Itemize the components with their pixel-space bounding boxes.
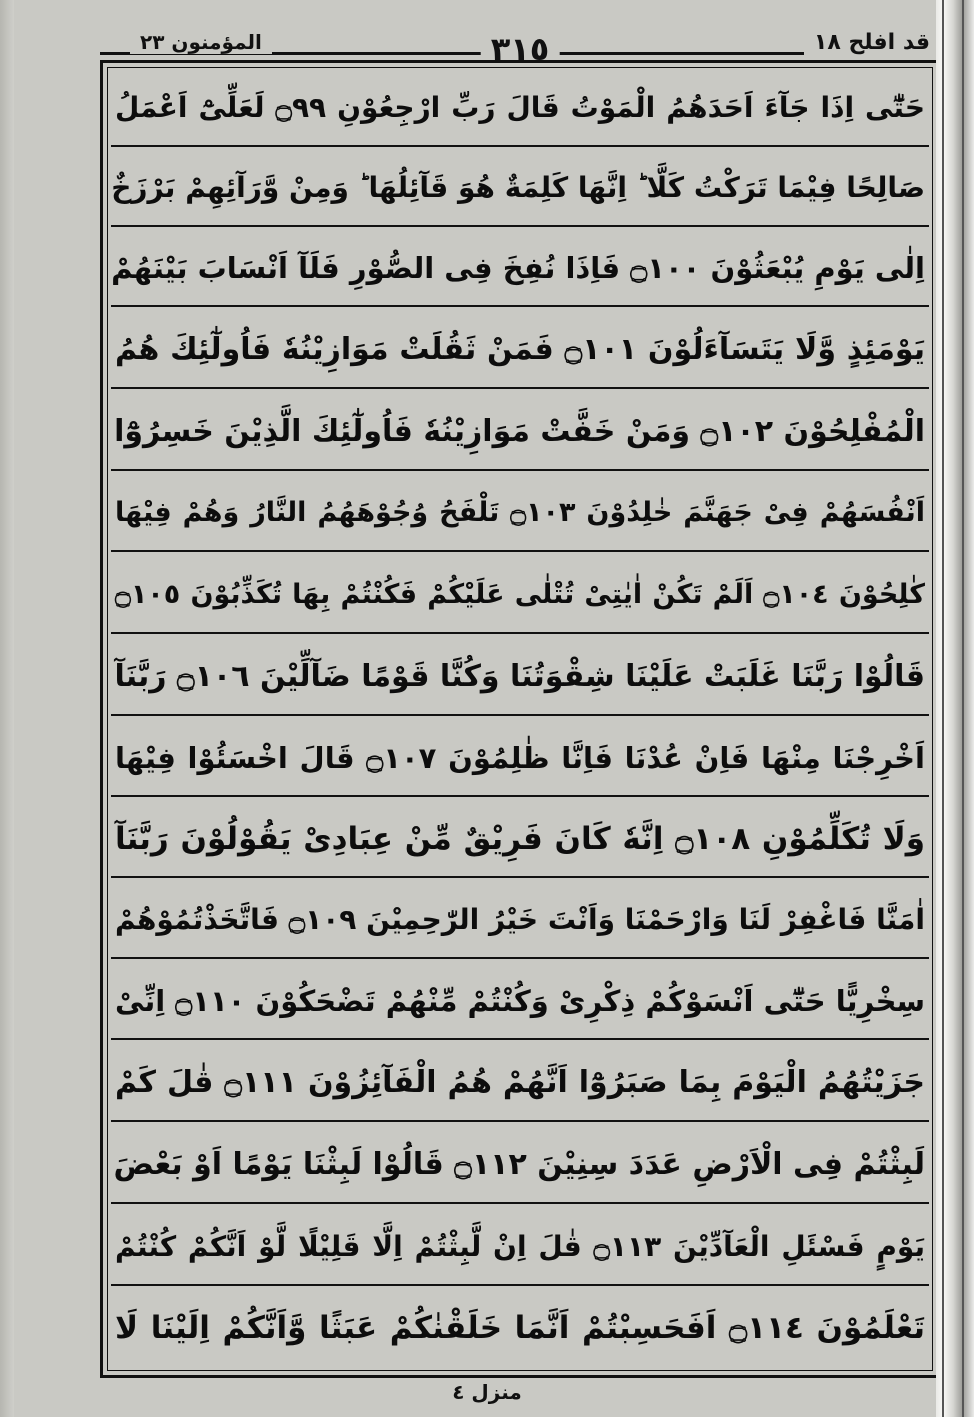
page-number: ٣١٥ [481,30,560,68]
text-line: سِخْرِيًّا حَتّٰٓى اَنْسَوْكُمْ ذِكْرِىْ وَكُنْتُمْ مِّنْهُمْ تَضْحَكُوْنَ ۝١١٠ اِنِّىْ [111,962,929,1040]
text-line: كٰلِحُوْنَ ۝١٠٤ اَلَمْ تَكُنْ اٰيٰتِىْ تُتْلٰى عَلَيْكُمْ فَكُنْتُمْ بِهَا تُكَذِّبُوْنَ ۝١٠٥ [111,556,929,634]
text-line: قَالُوْا رَبَّنَا غَلَبَتْ عَلَيْنَا شِقْوَتُنَا وَكُنَّا قَوْمًا ضَآلِّيْنَ ۝١٠٦ رَبَّنَآ [111,638,929,716]
text-line: يَوْمٍ فَسْئَلِ الْعَآدِّيْنَ ۝١١٣ قٰلَ اِنْ لَّبِثْتُمْ اِلَّا قَلِيْلًا لَّوْ اَنَّكُمْ كُنْتُمْ [111,1208,929,1286]
text-line: صَالِحًا فِيْمَا تَرَكْتُ كَلَّا ؕ اِنَّهَا كَلِمَةٌ هُوَ قَآئِلُهَا ؕ وَمِنْ وَّرَآئِهِمْ بَرْزَخٌ [111,149,929,227]
text-line: تَعْلَمُوْنَ ۝١١٤ اَفَحَسِبْتُمْ اَنَّمَا خَلَقْنٰكُمْ عَبَثًا وَّاَنَّكُمْ اِلَيْنَا لَا [115,1310,926,1346]
binding-line [962,0,964,1417]
binding-line [942,0,944,1417]
text-line: الْمُفْلِحُوْنَ ۝١٠٢ وَمَنْ خَفَّتْ مَوَازِيْنُهٗ فَاُولٰٓئِكَ الَّذِيْنَ خَسِرُوْٓا [111,393,929,471]
text-line: اَنْفُسَهُمْ فِىْ جَهَنَّمَ خٰلِدُوْنَ ۝١٠٣ تَلْفَحُ وُجُوْهَهُمُ النَّارُ وَهُمْ فِيْهَا [111,474,929,552]
text-line: يَوْمَئِذٍ وَّلَا يَتَسَآءَلُوْنَ ۝١٠١ فَمَنْ ثَقُلَتْ مَوَازِيْنُهٗ فَاُولٰٓئِكَ هُمُ [111,311,929,389]
text-line: جَزَيْتُهُمُ الْيَوْمَ بِمَا صَبَرُوْٓا اَنَّهُمْ هُمُ الْفَآئِزُوْنَ ۝١١١ قٰلَ كَمْ [111,1044,929,1122]
surah-title: المؤمنون ٢٣ [130,30,272,54]
text-line: لَبِثْتُمْ فِى الْاَرْضِ عَدَدَ سِنِيْنَ ۝١١٢ قَالُوْا لَبِثْنَا يَوْمًا اَوْ بَعْضَ [111,1126,929,1204]
para-title: قد افلح ١٨ [804,30,940,55]
scan-edge [0,0,14,1417]
text-line: اَخْرِجْنَا مِنْهَا فَاِنْ عُدْنَا فَاِنَّا ظٰلِمُوْنَ ۝١٠٧ قَالَ اخْسَئُوْا فِيْهَا [111,719,929,797]
book-binding [936,0,974,1417]
text-line: حَتّٰٓى اِذَا جَآءَ اَحَدَهُمُ الْمَوْتُ قَالَ رَبِّ ارْجِعُوْنِ ۝٩٩ لَعَلِّىْٓ اَعْمَلُ [111,69,929,147]
manzil-label: منزل ٤ [452,1380,522,1404]
text-line: اِلٰى يَوْمِ يُبْعَثُوْنَ ۝١٠٠ فَاِذَا نُفِخَ فِى الصُّوْرِ فَلَآ اَنْسَابَ بَيْنَهُمْ [111,229,929,307]
text-line: وَلَا تُكَلِّمُوْنِ ۝١٠٨ اِنَّهٗ كَانَ فَرِيْقٌ مِّنْ عِبَادِىْ يَقُوْلُوْنَ رَبَّنَآ [111,800,929,878]
page-footer [0,1380,974,1410]
text-frame [100,60,940,1378]
text-line: اٰمَنَّا فَاغْفِرْ لَنَا وَارْحَمْنَا وَاَنْتَ خَيْرُ الرّٰحِمِيْنَ ۝١٠٩ فَاتَّخَذْتُمُوْهُمْ [111,881,929,959]
